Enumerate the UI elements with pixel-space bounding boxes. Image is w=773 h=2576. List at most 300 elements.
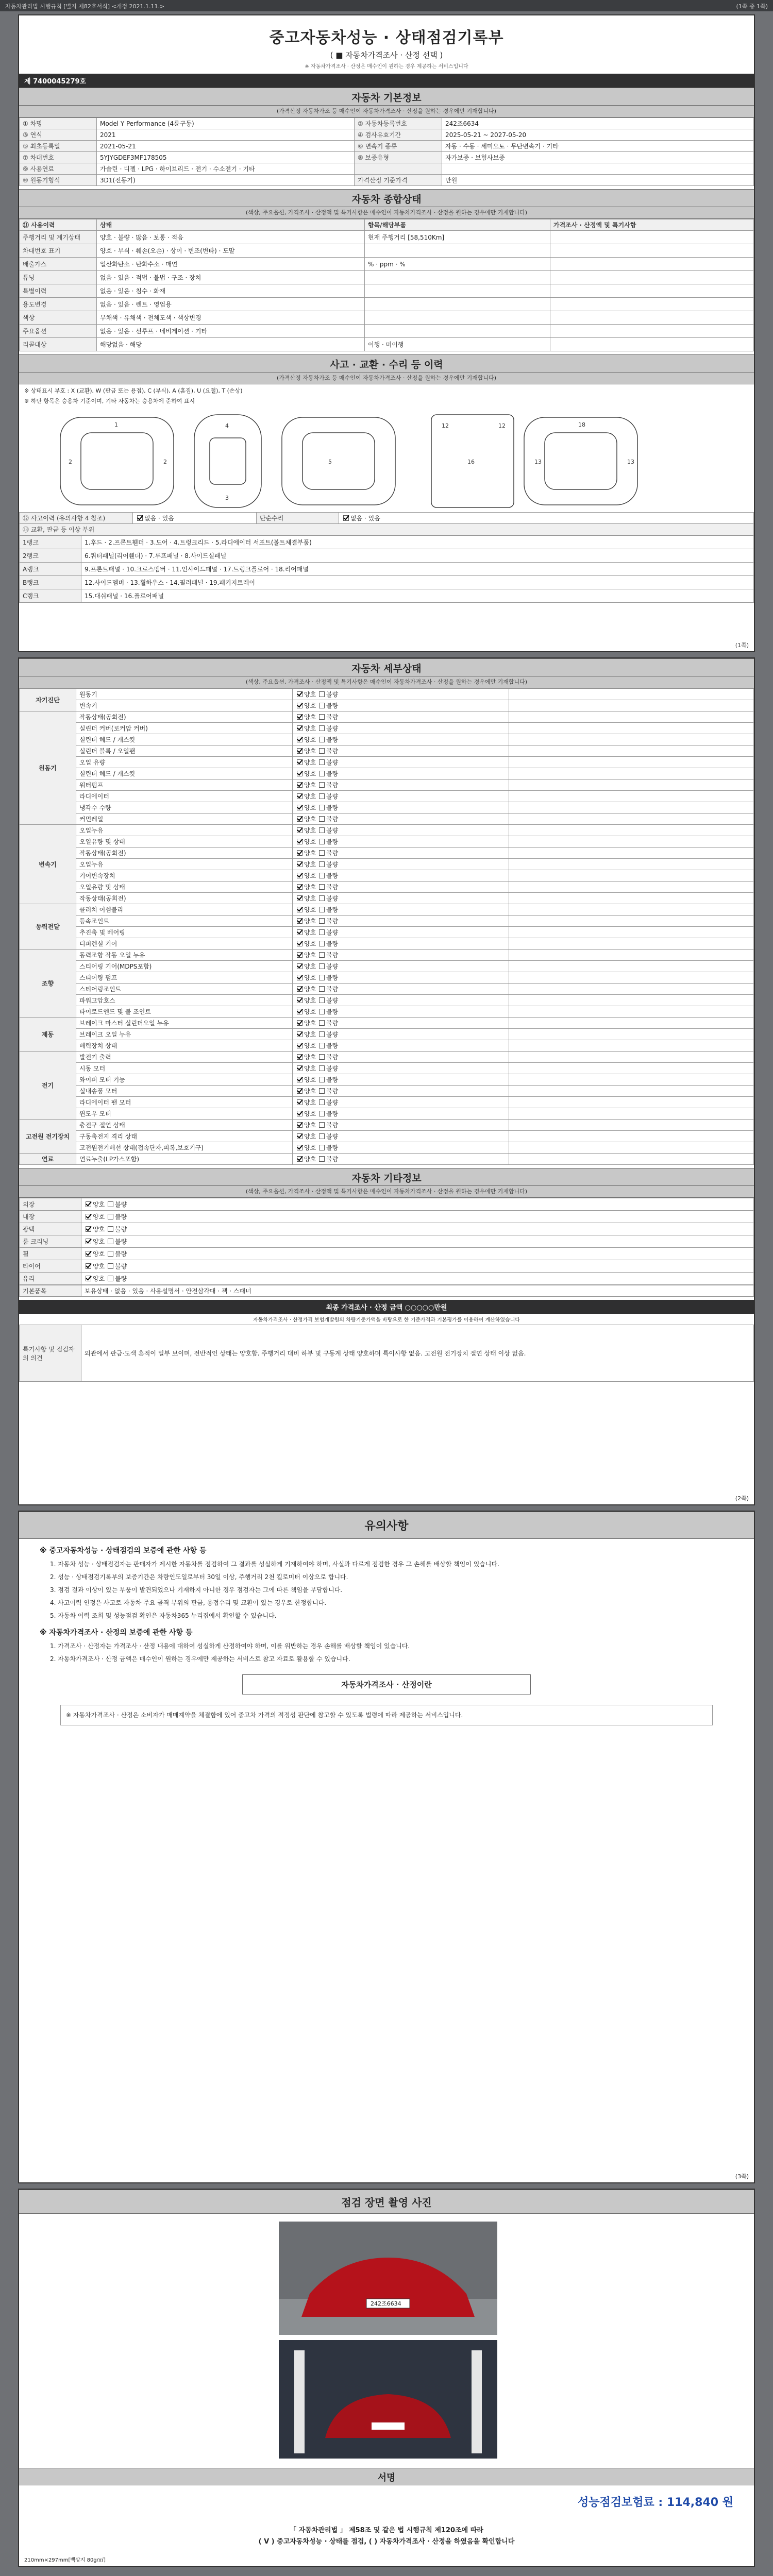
summary-column-header: ⑪ 사용이력 [20,219,97,231]
accident-none-checkbox[interactable] [137,515,143,521]
detail-price [509,745,754,757]
notice-item: 1. 가격조사 · 산정자는 가격조사 · 산정 내용에 대하여 성실하게 산정하여야 하며, 이를 위반하는 경우 손해를 배상할 책임이 있습니다. [50,1642,410,1650]
summary-title: 자동차 종합상태 [19,189,754,207]
state-ok-checkbox[interactable] [297,1077,303,1082]
state-ok-checkbox[interactable] [297,1122,303,1128]
state-ok-checkbox[interactable] [297,895,303,901]
state-bad-checkbox[interactable] [319,839,325,844]
basic-label: ⑧ 보증유형 [355,152,442,163]
etc-bad-checkbox[interactable] [108,1201,113,1207]
detail-price [509,1142,754,1154]
state-ok-checkbox[interactable] [297,997,303,1003]
detail-price [509,859,754,870]
detail-price [509,1154,754,1165]
etc-item: 타이어 [20,1260,81,1273]
form-reference: 자동차관리법 시행규칙 [별지 제82호서식] <개정 2021.1.11.> [5,3,165,10]
state-bad-checkbox[interactable] [319,929,325,935]
basic-label: ⑩ 원동기형식 [20,175,97,186]
svg-text:18: 18 [578,421,585,428]
detail-state: 양호 불량 [293,745,509,757]
etc-bad-checkbox[interactable] [108,1263,113,1269]
state-bad-checkbox[interactable] [319,1020,325,1026]
summary-item-detail [365,298,550,311]
detail-item: 오일유량 및 상태 [76,836,293,848]
detail-state: 양호 불량 [293,961,509,972]
detail-state: 양호 불량 [293,950,509,961]
opinion-label: 특기사항 및 점검자의 의견 [20,1325,81,1382]
state-bad-checkbox[interactable] [319,1054,325,1060]
svg-text:3: 3 [225,495,229,501]
form-header [19,15,754,70]
detail-price [509,1097,754,1108]
detail-group: 제동 [20,1018,76,1052]
signature-title: 서명 [19,2468,754,2485]
rank-label: C랭크 [20,589,81,603]
svg-text:13: 13 [627,459,634,465]
accident-legend: ※ 상태표시 부호 : X (교환), W (판금 또는 용접), C (부식), A (흠집), U (요철), T (손상) [24,387,243,394]
detail-item: 디퍼렌셜 기어 [76,938,293,950]
etc-item: 외장 [20,1198,81,1211]
etc-ok-checkbox[interactable] [86,1226,91,1232]
summary-item-price [550,258,754,271]
state-bad-checkbox[interactable] [319,1145,325,1150]
etc-state: 양호 불량 [81,1223,754,1235]
state-ok-checkbox[interactable] [297,793,303,799]
detail-subtitle: (색상, 주요옵션, 가격조사 · 산정액 및 특기사항은 매수인이 자동차가격조사 · 산정을 원하는 경우에만 기재합니다) [19,676,754,688]
etc-bad-checkbox[interactable] [108,1239,113,1244]
detail-item: 스티어링 기어(MDPS포함) [76,961,293,972]
state-ok-checkbox[interactable] [297,1020,303,1026]
form-subtitle: ( ■ 자동차가격조사 · 산정 선택 ) [330,50,443,60]
etc-state: 양호 불량 [81,1235,754,1248]
state-ok-checkbox[interactable] [297,986,303,992]
state-ok-checkbox[interactable] [297,691,303,697]
detail-item: 윈도우 모터 [76,1108,293,1120]
detail-price [509,938,754,950]
detail-price [509,916,754,927]
state-bad-checkbox[interactable] [319,703,325,708]
state-ok-checkbox[interactable] [297,850,303,856]
etc-ok-checkbox[interactable] [86,1251,91,1257]
summary-item-label: 배출가스 [20,258,97,271]
basic-label: ⑤ 최초등록일 [20,141,97,152]
detail-item: 실린더 헤드 / 개스킷 [76,734,293,745]
detail-price [509,1120,754,1131]
etc-subtitle: (색상, 주요옵션, 가격조사 · 산정액 및 특기사항은 매수인이 자동차가격조사 · 산정을 원하는 경우에만 기재합니다) [19,1186,754,1198]
detail-group: 동력전달 [20,904,76,950]
state-ok-checkbox[interactable] [297,737,303,742]
detail-group: 조향 [20,950,76,1018]
state-ok-checkbox[interactable] [297,952,303,958]
summary-item-label: 리콜대상 [20,338,97,351]
state-ok-checkbox[interactable] [297,907,303,912]
detail-price [509,757,754,768]
summary-item-label: 용도변경 [20,298,97,311]
etc-title: 자동차 기타정보 [19,1168,754,1186]
state-ok-checkbox[interactable] [297,703,303,708]
state-bad-checkbox[interactable] [319,691,325,697]
form-note: ※ 자동차가격조사 · 산정은 매수인이 원하는 경우 제공하는 서비스입니다 [305,64,468,70]
rank-parts: 15.대쉬패널 · 16.플로어패널 [81,589,754,603]
photo-plate-front: 242조6634 [371,2300,401,2307]
summary-item-detail [365,311,550,325]
state-bad-checkbox[interactable] [319,816,325,822]
detail-state: 양호 불량 [293,836,509,848]
state-ok-checkbox[interactable] [297,1065,303,1071]
basic-value: 2021-05-21 [97,141,355,152]
state-bad-checkbox[interactable] [319,782,325,788]
detail-state: 양호 불량 [293,972,509,984]
state-bad-checkbox[interactable] [319,1009,325,1014]
summary-column-header: 상태 [97,219,365,231]
detail-item: 작동상태(공회전) [76,848,293,859]
detail-state: 양호 불량 [293,893,509,904]
accident-history-value: 없음 · 있음 [144,515,174,522]
basic-value: 자가보증 · 보험사보증 [442,152,754,163]
detail-item: 연료누출(LP가스포함) [76,1154,293,1165]
detail-group: 자기진단 [20,689,76,711]
state-ok-checkbox[interactable] [297,839,303,844]
state-ok-checkbox[interactable] [297,816,303,822]
detail-group: 원동기 [20,711,76,825]
rank-parts: 9.프론트패널 · 10.크로스멤버 · 11.인사이드패널 · 17.트렁크플로어 · 18.리어패널 [81,563,754,576]
detail-item: 작동상태(공회전) [76,711,293,723]
state-bad-checkbox[interactable] [319,1031,325,1037]
summary-item-detail [365,244,550,258]
rank-label: 2랭크 [20,549,81,563]
final-price: 최종 가격조사 · 산정 금액 ○○○○○만원 [19,1300,754,1314]
detail-item: 구동축전지 격리 상태 [76,1131,293,1142]
summary-item-label: 특별이력 [20,284,97,298]
detail-state: 양호 불량 [293,1029,509,1040]
tools-label: 기본품목 [20,1285,81,1297]
state-ok-checkbox[interactable] [297,759,303,765]
detail-price [509,1029,754,1040]
detail-state: 양호 불량 [293,1154,509,1165]
state-ok-checkbox[interactable] [297,827,303,833]
detail-item: 실린더 헤드 / 개스킷 [76,768,293,779]
tools-value: 보유상태 · 없음 · 있음 · 사용설명서 · 안전삼각대 · 잭 · 스패너 [81,1285,754,1297]
summary-item-price [550,231,754,244]
basic-label: 가격산정 기준가격 [355,175,442,186]
rank-table [19,535,754,603]
state-ok-checkbox[interactable] [297,1156,303,1162]
detail-price [509,1018,754,1029]
detail-price [509,848,754,859]
detail-price [509,972,754,984]
detail-state: 양호 불량 [293,1120,509,1131]
state-ok-checkbox[interactable] [297,963,303,969]
detail-price [509,1108,754,1120]
detail-state: 양호 불량 [293,927,509,938]
detail-item: 커먼레일 [76,814,293,825]
accident-legend-2: ※ 하단 항목은 승용차 기준이며, 기타 자동차는 승용차에 준하여 표시 [24,398,195,404]
state-ok-checkbox[interactable] [297,861,303,867]
rank-parts: 6.쿼터패널(리어휀더) · 7.루프패널 · 8.사이드실패널 [81,549,754,563]
state-bad-checkbox[interactable] [319,975,325,980]
rank-parts: 12.사이드멤버 · 13.휠하우스 · 14.필러패널 · 19.패키지트레이 [81,576,754,589]
detail-item: 충전구 절연 상태 [76,1120,293,1131]
svg-text:1: 1 [114,421,118,428]
summary-item-price [550,311,754,325]
detail-price [509,700,754,711]
detail-price [509,1086,754,1097]
state-ok-checkbox[interactable] [297,805,303,810]
detail-item: 브레이크 오일 누유 [76,1029,293,1040]
state-bad-checkbox[interactable] [319,1111,325,1116]
detail-price [509,927,754,938]
etc-item: 유리 [20,1273,81,1285]
detail-item: 원동기 [76,689,293,700]
summary-item-state: 무채색 · 유채색 · 전체도색 · 색상변경 [97,311,365,325]
state-bad-checkbox[interactable] [319,1077,325,1082]
state-ok-checkbox[interactable] [297,1088,303,1094]
detail-state: 양호 불량 [293,689,509,700]
state-bad-checkbox[interactable] [319,1043,325,1048]
detail-state: 양호 불량 [293,734,509,745]
basic-label [355,163,442,175]
state-bad-checkbox[interactable] [319,907,325,912]
etc-ok-checkbox[interactable] [86,1214,91,1219]
etc-ok-checkbox[interactable] [86,1276,91,1281]
detail-item: 스티어링조인트 [76,984,293,995]
detail-item: 워터펌프 [76,779,293,791]
state-bad-checkbox[interactable] [319,771,325,776]
simple-repair-none-checkbox[interactable] [343,515,349,521]
notice-item: 5. 자동차 이력 조회 및 성능점검 확인은 자동차365 누리집에서 확인할 수 있습니다. [50,1612,277,1619]
basic-label: ③ 연식 [20,129,97,141]
notice-item: 2. 성능 · 상태점검기록부의 보증기간은 차량인도일로부터 30일 이상, 주행거리 2천 킬로미터 이상으로 합니다. [50,1573,348,1581]
detail-price [509,1006,754,1018]
detail-item: 변속기 [76,700,293,711]
summary-item-detail [365,325,550,338]
top-strip [0,0,773,11]
summary-item-label: 튜닝 [20,271,97,284]
detail-item: 고전원전기배선 상태(접속단자,피복,보호기구) [76,1142,293,1154]
detail-item: 타이로드엔드 및 볼 조인트 [76,1006,293,1018]
svg-text:4: 4 [225,422,229,429]
state-ok-checkbox[interactable] [297,1054,303,1060]
detail-state: 양호 불량 [293,995,509,1006]
detail-item: 실린더 블록 / 오일팬 [76,745,293,757]
detail-state: 양호 불량 [293,1040,509,1052]
rank-parts: 1.후드 · 2.프론트휀더 · 3.도어 · 4.트렁크리드 · 5.라디에이터 서포트(볼트체결부품) [81,536,754,549]
state-bad-checkbox[interactable] [319,827,325,833]
state-ok-checkbox[interactable] [297,873,303,878]
summary-item-detail: % · ppm · % [365,258,550,271]
summary-item-state: 해당없음 · 해당 [97,338,365,351]
etc-bad-checkbox[interactable] [108,1251,113,1257]
state-bad-checkbox[interactable] [319,941,325,946]
state-bad-checkbox[interactable] [319,1099,325,1105]
state-ok-checkbox[interactable] [297,929,303,935]
detail-item: 실내송풍 모터 [76,1086,293,1097]
summary-item-state: 없음 · 있음 · 렌트 · 영업용 [97,298,365,311]
rank-label: B랭크 [20,576,81,589]
inspection-fee: 성능점검보험료 : 114,840 원 [578,2496,733,2509]
state-bad-checkbox[interactable] [319,873,325,878]
state-ok-checkbox[interactable] [297,941,303,946]
basic-value: 가솔린 · 디젤 · LPG · 하이브리드 · 전기 · 수소전기 · 기타 [97,163,355,175]
state-bad-checkbox[interactable] [319,952,325,958]
summary-item-state: 없음 · 있음 · 선루프 · 네비게이션 · 기타 [97,325,365,338]
detail-state: 양호 불량 [293,814,509,825]
state-bad-checkbox[interactable] [319,1088,325,1094]
detail-state: 양호 불량 [293,984,509,995]
document-number: 제 7400045279호 [19,74,754,88]
notice-title: 유의사항 [19,1512,754,1539]
detail-item: 브레이크 마스터 실린더오일 누유 [76,1018,293,1029]
photos-title: 점검 장면 촬영 사진 [19,2190,754,2214]
detail-state: 양호 불량 [293,700,509,711]
detail-price [509,814,754,825]
state-bad-checkbox[interactable] [319,805,325,810]
state-ok-checkbox[interactable] [297,918,303,924]
detail-price [509,779,754,791]
detail-state: 양호 불량 [293,825,509,836]
state-ok-checkbox[interactable] [297,1099,303,1105]
detail-price [509,711,754,723]
state-bad-checkbox[interactable] [319,884,325,890]
etc-ok-checkbox[interactable] [86,1201,91,1207]
detail-title: 자동차 세부상태 [19,658,754,676]
etc-bad-checkbox[interactable] [108,1226,113,1232]
state-ok-checkbox[interactable] [297,1009,303,1014]
state-bad-checkbox[interactable] [319,1156,325,1162]
detail-price [509,689,754,700]
appraisal-box-text: ※ 자동차가격조사 · 산정은 소비자가 매매계약을 체결함에 있어 중고차 가격의 적정성 판단에 참고할 수 있도록 법령에 따라 제공하는 서비스입니다. [60,1705,713,1725]
detail-price [509,1040,754,1052]
state-bad-checkbox[interactable] [319,748,325,754]
detail-price [509,961,754,972]
state-bad-checkbox[interactable] [319,793,325,799]
state-bad-checkbox[interactable] [319,1133,325,1139]
basic-info-table [19,117,754,186]
etc-table [19,1198,754,1285]
detail-item: 발전기 출력 [76,1052,293,1063]
page-1 [18,14,755,652]
detail-price [509,734,754,745]
state-bad-checkbox[interactable] [319,918,325,924]
state-ok-checkbox[interactable] [297,1145,303,1150]
state-ok-checkbox[interactable] [297,1111,303,1116]
detail-state: 양호 불량 [293,859,509,870]
opinion-text: 외관에서 판금·도색 흔적이 일부 보이며, 전반적인 상태는 양호함. 주행거리 대비 하부 및 구동계 상태 양호하며 특이사항 없음. 고전원 전기장치 절연 상태 이상 없음. [81,1325,754,1382]
detail-state: 양호 불량 [293,916,509,927]
etc-ok-checkbox[interactable] [86,1263,91,1269]
state-bad-checkbox[interactable] [319,895,325,901]
basic-label: ⑥ 변속기 종류 [355,141,442,152]
state-bad-checkbox[interactable] [319,714,325,720]
detail-item: 기어변속장치 [76,870,293,882]
notice-item: 4. 사고이력 인정은 사고로 자동차 주요 골격 부위의 판금, 용접수리 및 교환이 있는 경우로 한정합니다. [50,1599,327,1606]
detail-state: 양호 불량 [293,757,509,768]
summary-item-price [550,325,754,338]
etc-bad-checkbox[interactable] [108,1276,113,1281]
etc-bad-checkbox[interactable] [108,1214,113,1219]
etc-item: 광택 [20,1223,81,1235]
etc-ok-checkbox[interactable] [86,1239,91,1244]
state-bad-checkbox[interactable] [319,1065,325,1071]
basic-value: 자동 · 수동 · 세미오토 · 무단변속기 · 기타 [442,141,754,152]
detail-state: 양호 불량 [293,791,509,802]
state-bad-checkbox[interactable] [319,725,325,731]
etc-item: 내장 [20,1211,81,1223]
basic-value: 2025-05-21 ~ 2027-05-20 [442,129,754,141]
state-bad-checkbox[interactable] [319,850,325,856]
state-ok-checkbox[interactable] [297,748,303,754]
detail-item: 오일누유 [76,859,293,870]
summary-item-state: 양호 · 불량 · 많음 · 보통 · 적음 [97,231,365,244]
state-ok-checkbox[interactable] [297,975,303,980]
summary-item-price [550,284,754,298]
svg-text:2: 2 [69,459,72,465]
detail-state: 양호 불량 [293,768,509,779]
summary-item-state: 양호 · 부식 · 훼손(오손) · 상이 · 변조(변타) · 도말 [97,244,365,258]
detail-state: 양호 불량 [293,711,509,723]
svg-text:2: 2 [163,459,167,465]
detail-state: 양호 불량 [293,779,509,791]
state-bad-checkbox[interactable] [319,759,325,765]
summary-item-label: 색상 [20,311,97,325]
accident-table [19,512,754,535]
state-bad-checkbox[interactable] [319,997,325,1003]
state-ok-checkbox[interactable] [297,1133,303,1139]
state-ok-checkbox[interactable] [297,725,303,731]
notice-heading-2: ※ 자동차가격조사 · 산정의 보증에 관한 사항 등 [40,1629,193,1637]
state-bad-checkbox[interactable] [319,986,325,992]
detail-table [19,688,754,1165]
state-ok-checkbox[interactable] [297,771,303,776]
state-bad-checkbox[interactable] [319,737,325,742]
detail-item: 스티어링 펌프 [76,972,293,984]
summary-item-price [550,271,754,284]
simple-repair-label: 단순수리 [257,513,339,524]
detail-state: 양호 불량 [293,1086,509,1097]
summary-table [19,219,754,351]
detail-price [509,791,754,802]
detail-item: 배력장치 상태 [76,1040,293,1052]
state-bad-checkbox[interactable] [319,1122,325,1128]
detail-price [509,836,754,848]
notice-heading-1: ※ 중고자동차성능 · 상태점검의 보증에 관한 사항 등 [40,1547,207,1555]
detail-item: 냉각수 수량 [76,802,293,814]
state-ok-checkbox[interactable] [297,1043,303,1048]
summary-item-label: 주행거리 및 계기상태 [20,231,97,244]
detail-price [509,950,754,961]
price-basis: 자동차가격조사 · 산정가격 보험개발원의 차량기준가액을 바탕으로 한 기준가격과 기본평가를 이용하여 계산하였습니다 [253,1317,520,1323]
state-bad-checkbox[interactable] [319,963,325,969]
state-ok-checkbox[interactable] [297,1031,303,1037]
state-ok-checkbox[interactable] [297,714,303,720]
detail-state: 양호 불량 [293,1108,509,1120]
svg-text:12: 12 [442,422,449,429]
detail-item: 오일유량 및 상태 [76,882,293,893]
detail-price [509,870,754,882]
state-ok-checkbox[interactable] [297,884,303,890]
etc-state: 양호 불량 [81,1260,754,1273]
detail-price [509,882,754,893]
state-ok-checkbox[interactable] [297,782,303,788]
basic-value: 2021 [97,129,355,141]
state-bad-checkbox[interactable] [319,861,325,867]
detail-price [509,1052,754,1063]
basic-value: 5YJYGDEF3MF178505 [97,152,355,163]
detail-price [509,1063,754,1074]
basic-value: Model Y Performance (4륜구동) [97,118,355,129]
detail-item: 작동상태(공회전) [76,893,293,904]
summary-item-state: 일산화탄소 · 탄화수소 · 매연 [97,258,365,271]
